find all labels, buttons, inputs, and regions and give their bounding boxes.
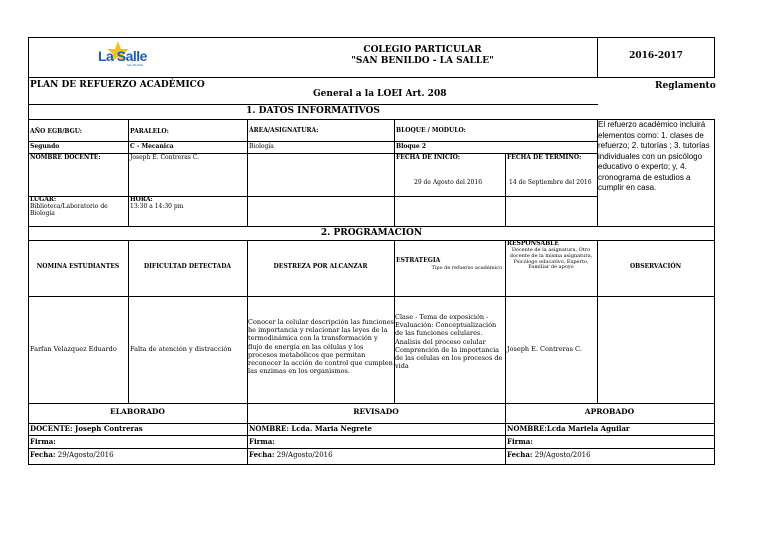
revisado-heading: REVISADO: [353, 407, 399, 416]
fecha-inicio-label: FECHA DE INICIO:: [396, 154, 461, 161]
row-dificultad: Falta de atención y distracción: [130, 345, 232, 353]
general-loei: General a la LOEI Art. 208: [313, 89, 447, 99]
elaborado-heading: ELABORADO: [110, 407, 165, 416]
lugar-value: Biblioteca/Laboratorio de Biología: [30, 203, 108, 217]
hora-label: HORA:: [130, 196, 153, 203]
fecha-termino-value: 14 de Septiembre del 2016: [509, 179, 592, 186]
bloque-value: Bloque 2: [396, 143, 426, 150]
fecha-inicio-value: 29 de Agosto del 2016: [414, 179, 483, 186]
col-responsable-sub: Docente de la asignatura, Otro docente de la misma asignatura, Psicólogo educativo, Experto, Familiar de apoyo: [509, 247, 593, 271]
fecha-label: Fecha:: [30, 450, 56, 459]
paralelo-label: PARALELO:: [130, 128, 169, 135]
reglamento-text: El refuerzo académico incluirá elementos como: 1. clases de refuerzo; 2. tutorías ; 3. tutorías individuales con un psicólogo educativo o experto; y, 4. cronograma de estudios a cumplir en casa.: [598, 120, 710, 192]
docente-label: NOMBRE DOCENTE:: [30, 154, 101, 161]
logo-subtext: San Benildo: [127, 63, 144, 67]
anio-value: Segundo: [30, 143, 60, 150]
col-destreza: DESTREZA POR ALCANZAR: [273, 263, 368, 270]
area-value: Biología: [249, 143, 274, 150]
col-nomina: NOMINA ESTUDIANTES: [36, 263, 120, 270]
aprobado-nombre: NOMBRE:Lcda Mariela Aguilar: [507, 424, 630, 433]
section-programacion: 2. PROGRAMACIÓN: [320, 228, 423, 238]
school-logo: [96, 40, 158, 68]
aprobado-heading: APROBADO: [584, 407, 635, 416]
row-estrategia: Clase - Tema de exposición - Evaluación: Conceptualización de las funciones celulares. Analisis del proceso celular Comprención de la importancia de las celulas en los procesos de vida: [395, 313, 503, 371]
row-estudiante: Farfan Velazquez Eduardo: [30, 345, 117, 353]
fecha-label: Fecha:: [507, 450, 533, 459]
plan-title: PLAN DE REFUERZO ACADÉMICO: [30, 80, 205, 90]
paralelo-value: C - Mecanica: [130, 143, 174, 150]
revisado-fecha: [249, 451, 333, 459]
fecha-termino-label: FECHA DE TERMINO:: [507, 154, 582, 161]
aprobado-fecha: [507, 451, 591, 459]
hora-value: 13:30 a 14:30 pm: [130, 203, 184, 210]
reglamento-title: Reglamento: [655, 81, 716, 91]
school-name: COLEGIO PARTICULAR: [363, 45, 482, 55]
logo-text: La Salle: [98, 48, 147, 64]
col-responsable: RESPONSABLE: [507, 240, 559, 247]
col-estrategia-sub: Tipo de refuerzo académico: [431, 265, 502, 271]
fecha-value: 29/Agosto/2016: [57, 451, 114, 459]
row-destreza: Conocer la celular descripción las funciones he importancia y relacionar las leyes de la termodinámica con la transformación y flujo de energía en las células y los procesos metabólicos que permitan reconocer la acción de control que cumplen las enzimas en los organismos.: [248, 318, 394, 376]
elaborado-docente: DOCENTE: Joseph Contreras: [30, 424, 143, 433]
area-label: ÁREA/ASIGNATURA:: [249, 127, 319, 134]
school-subname: "SAN BENILDO - LA SALLE": [351, 56, 494, 66]
row-responsable: Joseph E. Contreras C.: [507, 345, 582, 353]
fecha-value: 29/Agosto/2016: [276, 451, 333, 459]
revisado-firma: Firma:: [249, 437, 275, 446]
fecha-label: Fecha:: [249, 450, 275, 459]
elaborado-firma: Firma:: [30, 437, 56, 446]
revisado-nombre: NOMBRE: Lcda. Maria Negrete: [249, 424, 373, 433]
bloque-label: BLOQUE / MODULO:: [396, 127, 466, 134]
col-estrategia: ESTRATEGIA: [396, 257, 441, 264]
lugar-label: LUGAR:: [30, 196, 57, 203]
school-year: 2016-2017: [629, 51, 683, 61]
col-dificultad: DIFICULTAD DETECTADA: [143, 263, 232, 270]
aprobado-firma: Firma:: [507, 437, 533, 446]
section-datos-informativos: 1. DATOS INFORMATIVOS: [246, 106, 380, 116]
fecha-value: 29/Agosto/2016: [534, 451, 591, 459]
col-observacion: OBSERVACIÓN: [629, 263, 682, 270]
anio-label: AÑO EGB/BGU:: [30, 128, 82, 135]
elaborado-fecha: [30, 451, 114, 459]
docente-value: Joseph E. Contreras C.: [130, 154, 200, 161]
